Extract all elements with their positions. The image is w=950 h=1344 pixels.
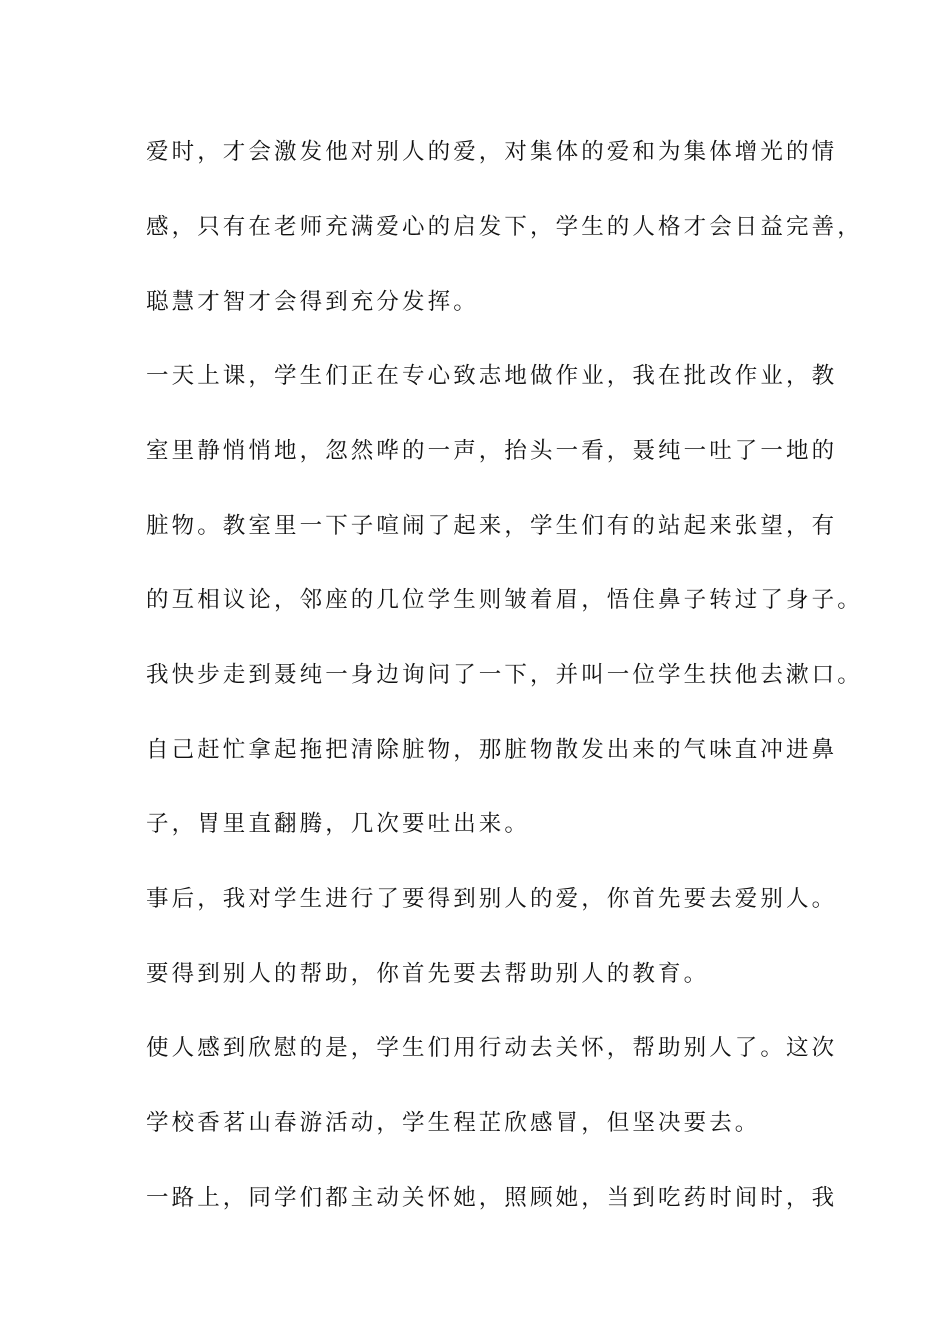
text-line: 学校香茗山春游活动，学生程芷欣感冒，但坚决要去。 [146,1110,761,1136]
text-line: 一天上课，学生们正在专心致志地做作业，我在批改作业，教 [146,363,838,389]
text-line: 使人感到欣慰的是，学生们用行动去关怀，帮助别人了。这次 [146,1035,838,1061]
text-line: 自己赶忙拿起拖把清除脏物，那脏物散发出来的气味直冲进鼻 [146,737,838,763]
text-line: 一路上，同学们都主动关怀她，照顾她，当到吃药时间时，我 [146,1185,838,1211]
text-line: 室里静悄悄地，忽然哗的一声，抬头一看，聂纯一吐了一地的 [146,438,838,464]
text-line: 事后，我对学生进行了要得到别人的爱，你首先要去爱别人。 [146,886,838,912]
text-line: 爱时，才会激发他对别人的爱，对集体的爱和为集体增光的情 [146,139,838,165]
text-line: 聪慧才智才会得到充分发挥。 [146,289,479,315]
text-line: 子，胃里直翻腾，几次要吐出来。 [146,811,531,837]
text-line: 感，只有在老师充满爱心的启发下，学生的人格才会日益完善， [146,214,863,240]
text-line: 要得到别人的帮助，你首先要去帮助别人的教育。 [146,961,710,987]
text-line: 的互相议论，邻座的几位学生则皱着眉，悟住鼻子转过了身子。 [146,587,863,613]
text-line: 我快步走到聂纯一身边询问了一下，并叫一位学生扶他去漱口。 [146,662,863,688]
text-line: 脏物。教室里一下子喧闹了起来，学生们有的站起来张望，有 [146,513,838,539]
